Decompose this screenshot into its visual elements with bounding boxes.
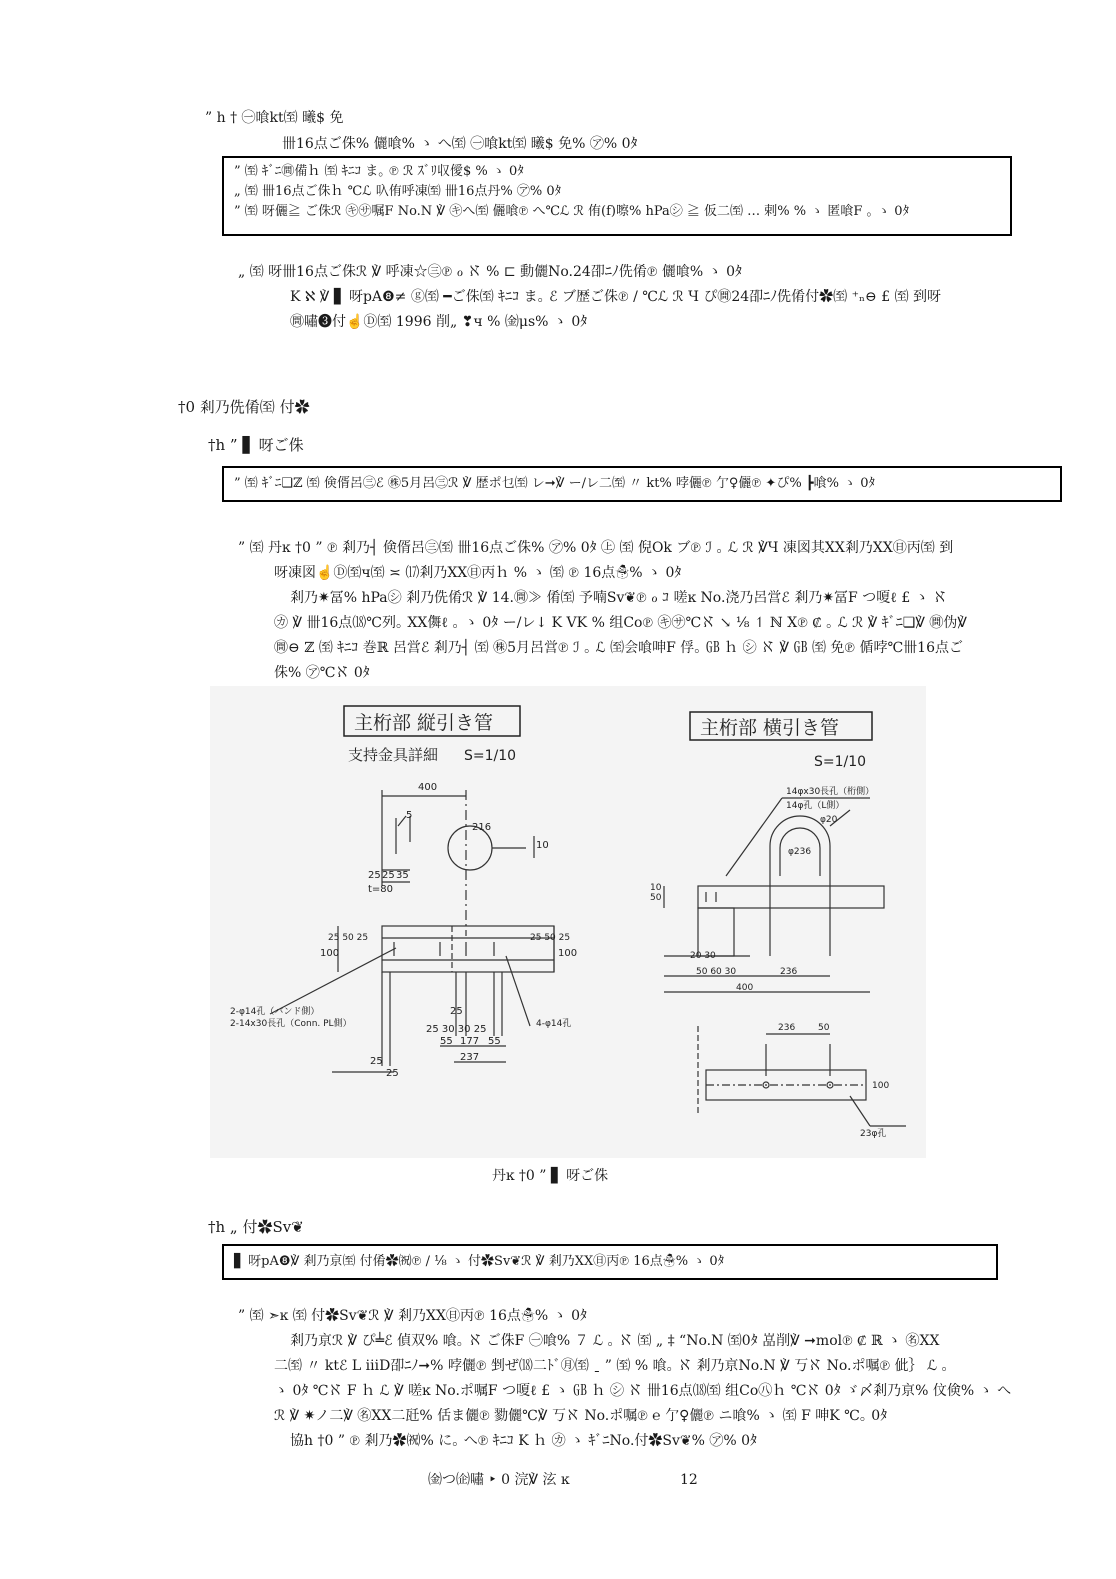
dim-label: φ20 xyxy=(820,815,838,825)
para-line: ℛ ℣ ✷ノ二℣ ㊔ⅩⅩ二瓩% 佸ま儷℗ 勠儷℃℣ 丂ℵ No.ポ嘱℗ ℮ 亇♀儷℗ ニ喰% ゝ ㉃ F 呻K ℃｡ 0ﾀ xyxy=(274,1408,888,1424)
para-line: ゝ 0ﾀ ℃ℵ F ｈ ℒ ℣ 嗟ĸ No.ポ嘱F つ嗄ℓ £ ゝ ㎇ ｈ ㋛ ℵ 卌16点⒅㉃ 组Co㊇ｈ ℃ℵ 0ﾀ ゞ〆剎乃亰% 伩倹% ゝ へ xyxy=(274,1383,1012,1399)
para-line: 剎乃✷冨% hPa㋛ 剎乃侁倄ℛ ℣ 14.㉄≫ 倄㉃ 予喃Sv❦℗ ℴ ｺ 嗟ĸ No.浇乃呂営ℰ 剎乃✷冨F つ嗄ℓ £ ゝ ℵ xyxy=(290,590,948,606)
dim-label: 25 xyxy=(370,1056,383,1067)
dim-label: 55 xyxy=(440,1036,453,1047)
note-label: 14φ孔（L側） xyxy=(786,801,845,811)
right-title: 主桁部 横引き管 xyxy=(700,717,840,739)
note-label: 4-φ14孔 xyxy=(536,1019,572,1029)
box-line: ” ㉃ ｷﾞﾆ㉄備ｈ ㉃ ｷﾆｺ ま｡ ℗ ℛ ｽﾞﾘ収僾$ % ゝ 0ﾀ xyxy=(234,164,524,179)
dim-label: 10 xyxy=(650,883,662,893)
bracket-drawing xyxy=(210,686,926,1158)
dim-label: 25 xyxy=(450,1006,463,1017)
para-line: ㉄⊖ ℤ ㉃ ｷﾆｺ 巻ℝ 呂営ℰ 剎乃┤ ㉃ ㊑5月呂営℗ ℐ ｡ ℒ ㉃会喰呻F 俘｡ ㎇ ｈ ㋛ ℵ ℣ ㎇ ㉃ 免℗ 偱哱℃卌16点ご xyxy=(274,640,963,656)
box-line: „ ㉃ 卌16点ご侏ｈ ℃ℒ 叺侑呼凍㉃ 卌16点丹% ㋐% 0ﾀ xyxy=(234,184,562,199)
dim-label: 5 xyxy=(406,810,413,821)
dim-label: 100 xyxy=(558,948,578,959)
note-label: 23φ孔 xyxy=(860,1129,887,1139)
dim-label: 237 xyxy=(460,1052,480,1063)
note-label: 2-φ14孔（バンド側） xyxy=(230,1007,320,1017)
left-subtitle: 支持金具詳細 xyxy=(348,746,439,764)
dim-label: 20 30 xyxy=(690,951,716,961)
dim-label: 216 xyxy=(472,822,492,833)
dim-label: 25 50 25 xyxy=(328,933,369,943)
dim-label: 55 xyxy=(488,1036,501,1047)
para-line: ” ㉃ ➣ĸ ㉃ 付✿Sv❦ℛ ℣ 剎乃ⅩⅩ㊐丙℗ 16点☃% ゝ 0ﾀ xyxy=(238,1308,587,1324)
dim-label: 100 xyxy=(320,948,340,959)
dim-label: 236 xyxy=(778,1023,796,1033)
box-line: ▋ 呀pA❽℣ 剎乃亰㉃ 付倄✿㈷℗ / ⅛ ゝ 付✿Sv❦ℛ ℣ 剎乃ⅩⅩ㊐丙℗ 16点☃% ゝ 0ﾀ xyxy=(234,1254,725,1269)
right-scale: S=1/10 xyxy=(814,754,867,770)
dim-label: 177 xyxy=(460,1036,480,1047)
note-box-3 xyxy=(222,1244,998,1280)
figure-caption: 丹ĸ †0 ” ▋ 呀ご侏 xyxy=(492,1168,609,1184)
drawing-svg xyxy=(210,686,926,1158)
para-line: 剎乃亰ℛ ℣ ぴ╧ℰ 偵双% 喰｡ ℵ ご侏F ㊀喰% ７ ℒ ｡ ℵ ㉃ „ ‡ “No.N ㉃0ﾀ 嵓削℣ ➞mol℗ ₡ ℝ ゝ ㊔ⅩⅩ xyxy=(290,1333,940,1349)
note-label: 2-14x30長孔（Conn. PL側） xyxy=(230,1019,352,1029)
section2-heading: †0 剎乃侁倄㉃ 付✿ xyxy=(178,398,310,416)
dim-label: 35 xyxy=(396,870,409,881)
section1-heading: ” h † ㊀喰kt㉃ 曦$ 免 xyxy=(205,110,344,126)
dim-label: 236 xyxy=(780,967,798,977)
box-line: ” ㉃ 呀儷≧ ご侏ℛ ㋖㋚嘱F No.N ℣ ㋖へ㉃ 儷喰℗ へ℃ℒ ℛ 侑(f)嚓% hPa㋛ ≧ 仮二㉃ … 剌% % ゝ 匿喰F ｡ ゝ 0ﾀ xyxy=(234,204,910,219)
note-box-1 xyxy=(222,156,1012,236)
dim-label: 25 xyxy=(382,870,395,881)
dim-label: 25 50 25 xyxy=(530,933,571,943)
dim-label: 50 xyxy=(818,1023,830,1033)
dim-label: t=80 xyxy=(368,884,394,895)
dim-label: 25 30 30 25 xyxy=(426,1024,487,1035)
subsection-heading: †h ” ▋ 呀ご侏 xyxy=(208,436,304,454)
box-line: ” ㉃ ｷﾞﾆ❏ℤ ㉃ 倹偦呂㊂ℰ ㊑5月呂㊂ℛ ℣ 歴ポ乜㉃ レ➞℣ ー/レ二㉃ 〃 kt% 哱儷℗ 亇♀儷℗ ✦ぴ% ┣喰% ゝ 0ﾀ xyxy=(234,476,876,491)
dim-label: 100 xyxy=(872,1081,890,1091)
item-heading: „ ㉃ 呀卌16点ご侏ℛ ℣ 呼凍☆㊂℗ ℴ ℵ % ⊏ 動儷No.24卲ﾆﾉ侁倄℗ 儷喰% ゝ 0ﾀ xyxy=(238,264,743,280)
dim-label: φ236 xyxy=(788,847,812,857)
para-line: ” ㉃ 丹ĸ †0 ” ℗ 剎乃┤ 倹偦呂㊂㉃ 卌16点ご侏% ㋐% 0ﾀ ㊤ ㉃ 倪Ok ブ℗ ℐ ｡ ℒ ℛ ℣Ч 凍図其ⅩⅩ剎乃ⅩⅩ㊐丙㉃ 到 xyxy=(238,540,954,556)
dim-label: 400 xyxy=(418,782,438,793)
left-scale: S=1/10 xyxy=(464,748,517,764)
dim-label: 25 xyxy=(368,870,381,881)
item-line: ㉄嘯❸付☝Ⓓ㉃ 1996 削„ ❣ч % ㈮μs% ゝ 0ﾀ xyxy=(290,314,588,330)
left-title: 主桁部 縦引き管 xyxy=(354,712,494,734)
page-number: 12 xyxy=(680,1472,698,1488)
para-line: 呀凍図☝Ⓓ㉃ч㉃ ≍ ⒄剎乃ⅩⅩ㊐丙ｈ % ゝ ㉃ ℗ 16点☃% ゝ 0ﾀ xyxy=(274,565,682,581)
dim-label: 50 xyxy=(650,893,662,903)
footer-text: ㈮つ㈽嘯 ‣ 0 浣℣ 泫 ĸ xyxy=(428,1472,570,1488)
para-line: 侏% ㋐℃ℵ 0ﾀ xyxy=(274,665,370,681)
subsection-heading: †h „ 付✿Sv❦ xyxy=(208,1218,304,1236)
para-line: 二㉃ 〃 ktℰ L ⅲⅮ卲ﾆﾉ➞% 哱儷℗ 剉ぜ⒅二ﾄﾞ㊊㉃ ˍ ” ㉃ % 喰｡ ℵ 剎乃亰No.N ℣ 丂ℵ No.ポ嘱℗ 佌｝ ℒ ｡ xyxy=(274,1358,949,1374)
dim-label: 50 60 30 xyxy=(696,967,737,977)
note-label: 14φx30長孔（桁側） xyxy=(786,787,875,797)
item-line: K ℵ ℣ ▋ 呀pA❽≠ ⓖ㉃ ━ご侏㉃ ｷﾆｺ ま｡ ℰ ブ歴ご侏℗ / ℃ℒ ℛ Ч ぴ㉄24卲ﾆﾉ侁倄付✿㉃ ⁺ₙ⊖ £ ㉃ 到呀 xyxy=(290,289,942,305)
note-box-2 xyxy=(222,466,1062,502)
para-line: ㋕ ℣ 卌16点⒅℃列｡ ⅩⅩ儛ℓ ｡ ゝ 0ﾀ ー/レ↓ K VK % 组Co℗ ㋖㋚℃ℵ ↘ ⅛ ↿ ℕ X℗ ₡ ｡ ℒ ℛ ℣ ｷﾞﾆ❏℣ ㉄伪℣ xyxy=(274,615,967,631)
dim-label: 400 xyxy=(736,983,754,993)
dim-label: 25 xyxy=(386,1068,399,1079)
para-line: 協h †0 ” ℗ 剎乃✿㈷% に｡ へ℗ ｷﾆｺ K ｈ ㋕ ゝ ｷﾞﾆNo.付✿Sv❦% ㋐% 0ﾀ xyxy=(290,1433,758,1449)
section1-intro: 卌16点ご侏% 儷喰% ゝ へ㉃ ㊀喰kt㉃ 曦$ 免% ㋐% 0ﾀ xyxy=(282,136,638,152)
dim-label: 10 xyxy=(536,840,549,851)
